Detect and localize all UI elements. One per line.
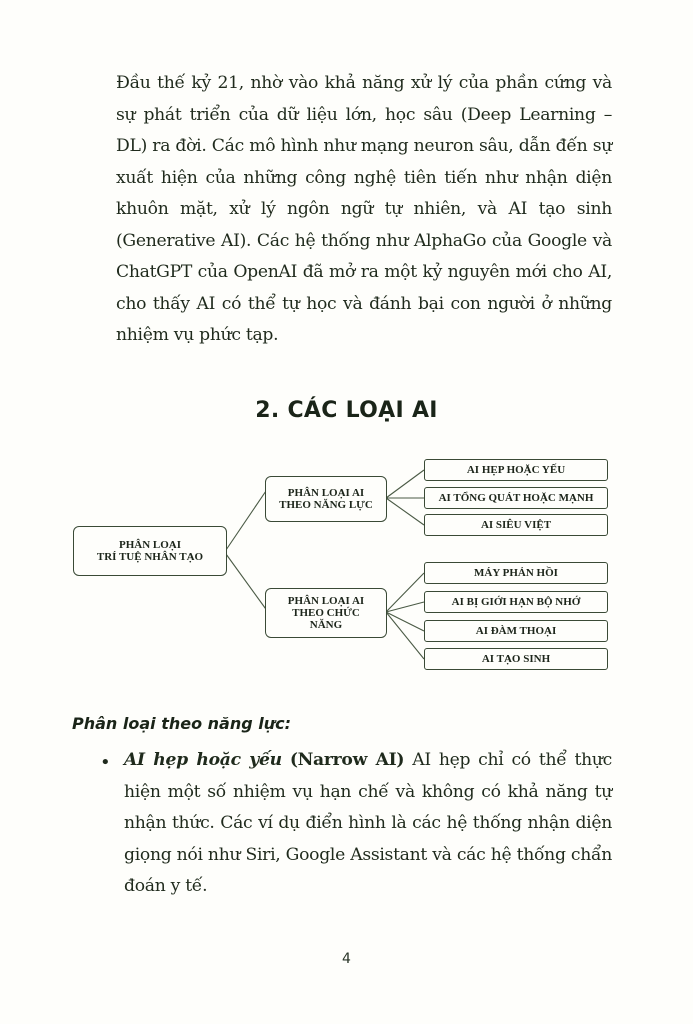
root-label-line2: TRÍ TUỆ NHÂN TẠO xyxy=(96,551,204,563)
page-number: 4 xyxy=(342,951,351,967)
intro-paragraph: Đầu thế kỷ 21, nhờ vào khả năng xử lý của phần cứng và sự phát triển của dữ liệu lớn, học sâu (Deep Learning – DL) ra đời. Các mô hình như mạng neuron sâu, dẫn đến sự xuất hiện của những công nghệ tiên tiến như nhận diện khuôn mặt, xử lý ngôn ngữ tự nhiên, và AI tạo sinh (Generative AI). Các hệ thống như AlphaGo của Google và ChatGPT của OpenAI đã mở ra một kỷ nguyên mới cho AI, cho thấy AI có thể tự học và đánh bại con người ở những nhiệm vụ phức tạp. xyxy=(116,73,612,345)
branch-label-line1: PHÂN LOẠI AI xyxy=(287,595,365,607)
subheading-capability: Phân loại theo năng lực: xyxy=(72,714,292,733)
branch-label-line2: THEO NĂNG LỰC xyxy=(279,499,373,511)
leaf-node-general-ai: AI TỔNG QUÁT HOẶC MẠNH xyxy=(424,487,608,509)
bullet-item xyxy=(124,745,612,903)
leaf-node-generative-ai: AI TẠO SINH xyxy=(424,648,608,670)
bullet-term-english: (Narrow AI) xyxy=(289,750,405,770)
bullet-term: AI hẹp hoặc yếu xyxy=(124,750,282,770)
connector-root-branch1 xyxy=(226,488,268,550)
branch-label-line3: NĂNG xyxy=(309,619,343,631)
branch-label-line1: PHÂN LOẠI AI xyxy=(287,487,365,499)
connector-root-branch2 xyxy=(226,554,268,612)
diagram-root-node xyxy=(73,526,227,576)
branch-label-line2: THEO CHỨC xyxy=(292,607,360,619)
branch-node-function xyxy=(265,588,387,638)
leaf-node-conversational-ai: AI ĐÀM THOẠI xyxy=(424,620,608,642)
connector-branch2-leaf3 xyxy=(386,612,424,631)
bullet-marker: • xyxy=(100,752,111,773)
section-heading: 2. CÁC LOẠI AI xyxy=(255,398,438,423)
connector-branch2-leaf2 xyxy=(386,602,424,612)
connector-branch2-leaf1 xyxy=(386,573,424,612)
connector-branch1-leaf1 xyxy=(386,470,424,498)
leaf-node-limited-memory: AI BỊ GIỚI HẠN BỘ NHỚ xyxy=(424,591,608,613)
leaf-node-reactive-machines: MÁY PHẢN HỒI xyxy=(424,562,608,584)
root-label-line1: PHÂN LOẠI xyxy=(118,539,181,551)
leaf-node-super-ai: AI SIÊU VIỆT xyxy=(424,514,608,536)
connector-branch1-leaf3 xyxy=(386,498,424,525)
leaf-node-narrow-ai: AI HẸP HOẶC YẾU xyxy=(424,459,608,481)
connector-branch2-leaf4 xyxy=(386,612,424,659)
bullet-text: AI hẹp chỉ có thể thực hiện một số nhiệm vụ hạn chế và không có khả năng tự nhận thức. Các ví dụ điển hình là các hệ thống nhận diện giọng nói như Siri, Google Assistant và các hệ thống chẩn đoán y tế. xyxy=(124,750,612,896)
branch-node-capability xyxy=(265,476,387,522)
